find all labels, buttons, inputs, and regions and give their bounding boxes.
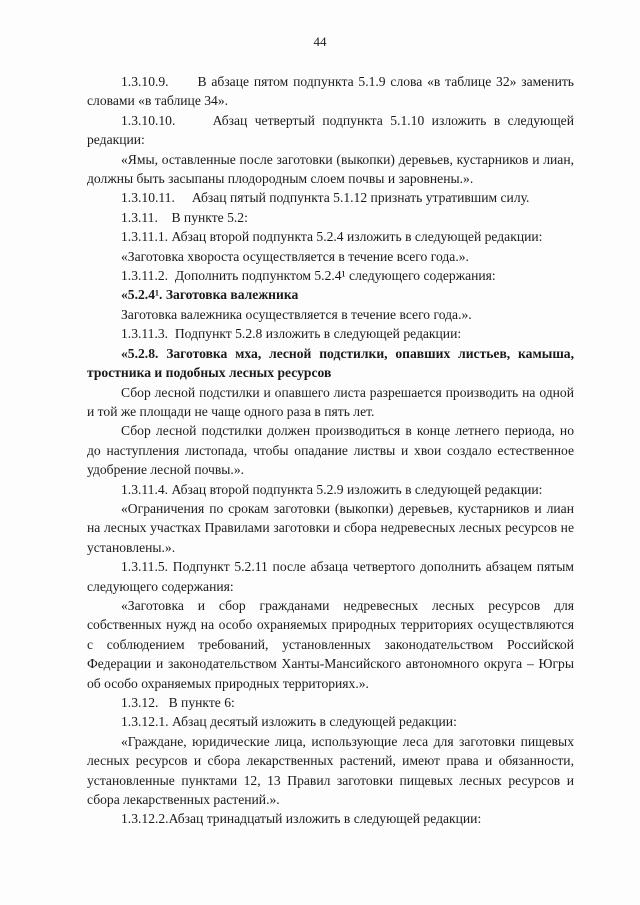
paragraph: «5.2.8. Заготовка мха, лесной подстилки, опавших листьев, камыша, тростника и подобных лесных ресурсов [87,345,574,381]
paragraph: «5.2.4¹. Заготовка валежника [121,287,299,303]
paragraph: Заготовка валежника осуществляется в течение всего года.». [121,306,472,322]
page-number: 44 [313,34,327,49]
paragraph: «Граждане, юридические лица, использующие леса для заготовки пищевых лесных ресурсов и сбора лекарственных растений, имеют права и обязанности, установленные пунктами 12, 13 Правил заготовки пищевых лесных ресурсов и сбора лекарственных растений.». [87,733,574,808]
paragraph: 1.3.12.2.Абзац тринадцатый изложить в следующей редакции: [121,811,482,827]
document-body [87,72,574,829]
paragraph: Сбор лесной подстилки и опавшего листа разрешается производить на одной и той же площади не чаще одного раза в пять лет. [87,384,574,419]
paragraph: 1.3.11.2. Дополнить подпунктом 5.2.4¹ следующего содержания: [121,268,496,284]
paragraph: 1.3.12.1. Абзац десятый изложить в следующей редакции: [121,714,457,730]
paragraph: «Заготовка хвороста осуществляется в течение всего года.». [121,248,469,264]
paragraph: 1.3.10.10. Абзац четвертый подпункта 5.1.10 изложить в следующей редакции: [87,112,574,148]
paragraph: 1.3.11.3. Подпункт 5.2.8 изложить в следующей редакции: [121,326,462,342]
paragraph: «Ямы, оставленные после заготовки (выкопки) деревьев, кустарников и лиан, должны быть засыпаны плодородным слоем почвы и заровнены.». [87,151,574,187]
paragraph: 1.3.11.1. Абзац второй подпункта 5.2.4 изложить в следующей редакции: [121,229,543,245]
paragraph: 1.3.12. В пункте 6: [121,695,235,710]
paragraph: 1.3.10.11. Абзац пятый подпункта 5.1.12 признать утратившим силу. [121,190,530,206]
paragraph: «Заготовка и сбор гражданами недревесных лесных ресурсов для собственных нужд на особо охраняемых природных территориях осуществляются с соблюдением требований, установленных законодательством Российской Федерации и законодательством Ханты-Мансийского автономного округа – Югры об особо охраняемых природных территориях.». [87,597,574,691]
paragraph: Сбор лесной подстилки должен производиться в конце летнего периода, но до наступления листопада, чтобы опадание листвы и хвои создало естественное удобрение лесной почвы.». [87,423,574,478]
paragraph: «Ограничения по срокам заготовки (выкопки) деревьев, кустарников и лиан на лесных участках Правилами заготовки и сбора недревесных лесных ресурсов не установлены.». [87,500,574,555]
paragraph: 1.3.11. В пункте 5.2: [121,209,248,225]
paragraph: 1.3.11.4. Абзац второй подпункта 5.2.9 изложить в следующей редакции: [121,481,543,497]
paragraph: 1.3.11.5. Подпункт 5.2.11 после абзаца четвертого дополнить абзацем пятым следующего содержания: [87,559,574,594]
paragraph: 1.3.10.9. В абзаце пятом подпункта 5.1.9 слова «в таблице 32» заменить словами «в таблице 34». [87,74,574,109]
